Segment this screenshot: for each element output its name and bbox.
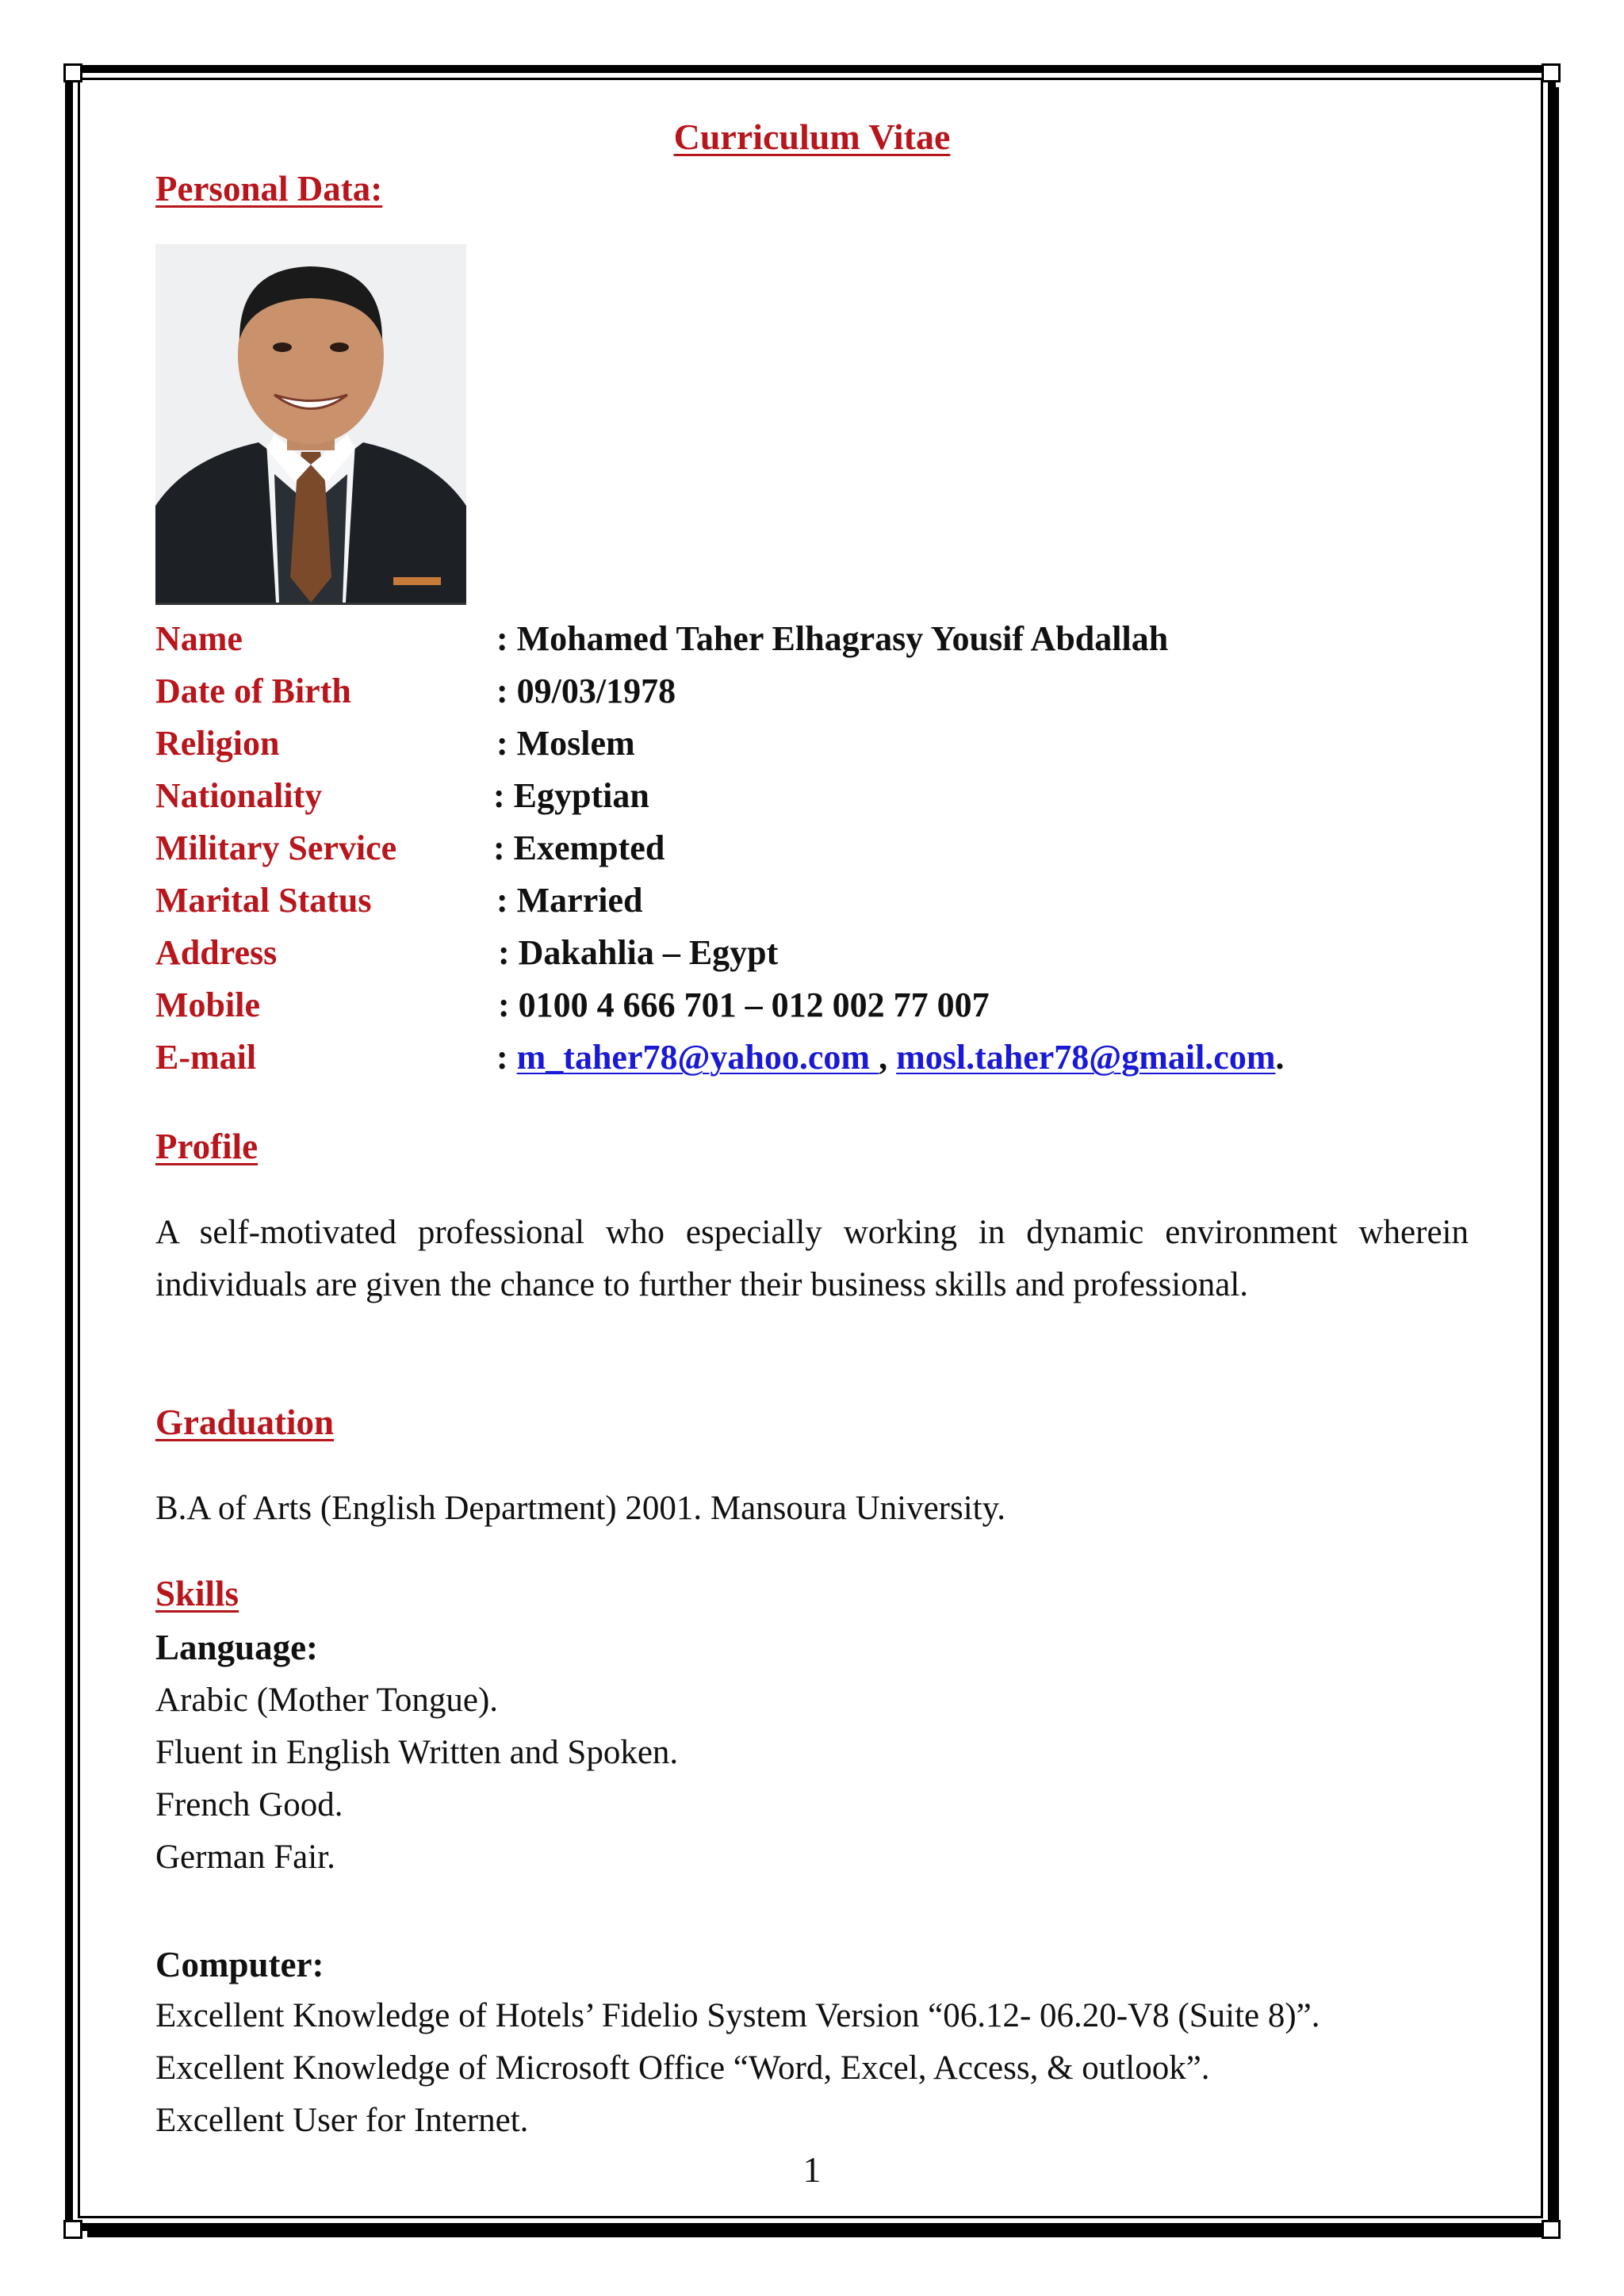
field-value: : Married [496, 881, 643, 920]
field-label: Address [155, 933, 278, 972]
field-label: Religion [155, 724, 280, 763]
field-label: Military Service [155, 828, 397, 867]
profile-text: A self-motivated professional who especially working in dynamic environment wherein individuals are given the chance to further their business skills and professional. [155, 1214, 1469, 1303]
field-value: : 0100 4 666 701 – 012 002 77 007 [498, 985, 990, 1024]
page-border-corner [63, 2220, 82, 2239]
graduation-heading: Graduation [155, 1402, 335, 1442]
field-value: : 09/03/1978 [496, 672, 676, 710]
field-label: Nationality [155, 776, 323, 815]
field-value [496, 1037, 1284, 1077]
page-border-corner [1542, 63, 1561, 82]
portrait-photo [155, 244, 466, 605]
graduation-text: B.A of Arts (English Department) 2001. Mansoura University. [155, 1490, 1006, 1527]
email-prefix: : [496, 1038, 517, 1077]
language-item: French Good. [155, 1786, 343, 1823]
computer-item: Excellent User for Internet. [155, 2102, 529, 2139]
language-item: Arabic (Mother Tongue). [155, 1682, 499, 1719]
field-label: Marital Status [155, 881, 372, 920]
field-label: Mobile [155, 985, 260, 1024]
document-title: Curriculum Vitae [673, 117, 951, 157]
page-number: 1 [802, 2149, 822, 2190]
personal-data-heading: Personal Data: [155, 169, 383, 209]
field-value: : Mohamed Taher Elhagrasy Yousif Abdallah [496, 619, 1169, 658]
field-label: E-mail [155, 1038, 257, 1077]
computer-item: Excellent Knowledge of Microsoft Office “Word, Excel, Access, & outlook”. [155, 2049, 1210, 2087]
language-item: German Fair. [155, 1839, 335, 1876]
field-value: : Egyptian [493, 776, 649, 815]
field-value: : Moslem [496, 724, 635, 763]
email-suffix: . [1275, 1038, 1285, 1077]
email-link-yahoo[interactable]: m_taher78@yahoo.com [516, 1038, 879, 1077]
email-link-gmail[interactable]: mosl.taher78@gmail.com [896, 1038, 1276, 1077]
field-label: Name [155, 619, 243, 658]
profile-heading: Profile [155, 1127, 259, 1166]
field-value: : Exempted [493, 828, 665, 867]
skills-heading: Skills [155, 1574, 239, 1613]
page-border-corner [63, 63, 82, 82]
field-label: Date of Birth [155, 672, 351, 710]
computer-item: Excellent Knowledge of Hotels’ Fidelio System Version “06.12- 06.20-V8 (Suite 8)”. [155, 1997, 1320, 2034]
page-border-corner [1542, 2220, 1561, 2239]
computer-heading: Computer: [155, 1945, 324, 1984]
email-separator: , [879, 1038, 897, 1077]
language-heading: Language: [155, 1628, 319, 1667]
field-value: : Dakahlia – Egypt [498, 933, 779, 972]
portrait-illustration [155, 244, 466, 603]
language-item: Fluent in English Written and Spoken. [155, 1734, 679, 1771]
